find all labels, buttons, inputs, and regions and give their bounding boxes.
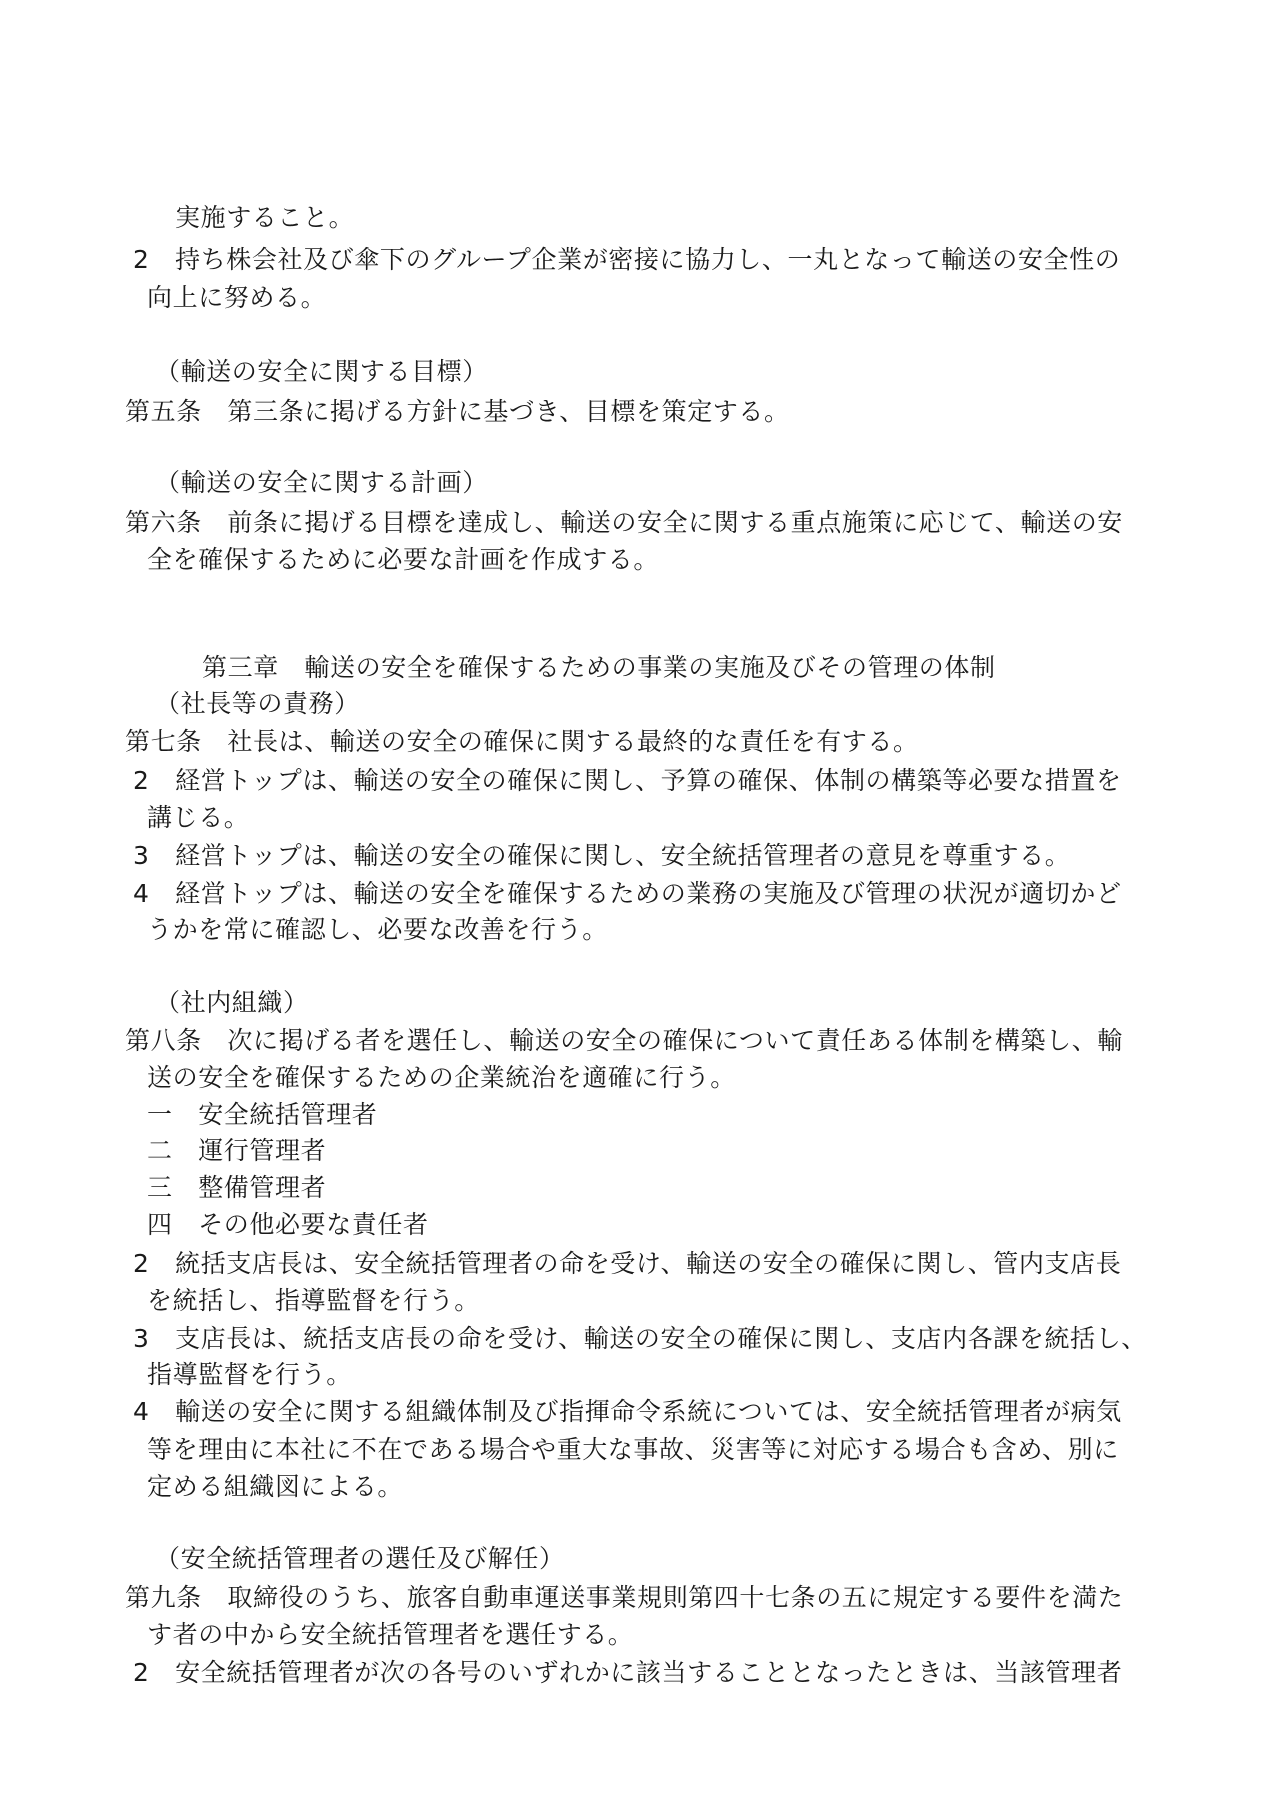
section-heading: （安全統括管理者の選任及び解任） <box>155 1544 565 1573</box>
text-line: 2 統括支店長は、安全統括管理者の命を受け、輸送の安全の確保に関し、管内支店長 <box>133 1249 1122 1278</box>
text-line: 3 支店長は、統括支店長の命を受け、輸送の安全の確保に関し、支店内各課を統括し、 <box>133 1324 1147 1353</box>
text-line: 2 持ち株会社及び傘下のグループ企業が密接に協力し、一丸となって輸送の安全性の <box>133 245 1121 274</box>
text-line: 第九条 取締役のうち、旅客自動車運送事業規則第四十七条の五に規定する要件を満た <box>125 1583 1124 1612</box>
text-line: 定める組織図による。 <box>147 1472 404 1501</box>
text-line: 2 安全統括管理者が次の各号のいずれかに該当することとなったときは、当該管理者 <box>133 1658 1123 1687</box>
section-heading: （輸送の安全に関する目標） <box>155 357 488 386</box>
section-heading: （社内組織） <box>155 988 309 1017</box>
text-line: 第六条 前条に掲げる目標を達成し、輸送の安全に関する重点施策に応じて、輸送の安 <box>125 508 1123 537</box>
list-item: 四 その他必要な責任者 <box>147 1210 429 1239</box>
text-line: 4 経営トップは、輸送の安全を確保するための業務の実施及び管理の状況が適切かど <box>133 879 1122 908</box>
text-line: 3 経営トップは、輸送の安全の確保に関し、安全統括管理者の意見を尊重する。 <box>133 841 1071 870</box>
text-line: 2 経営トップは、輸送の安全の確保に関し、予算の確保、体制の構築等必要な措置を <box>133 766 1122 795</box>
section-heading: （社長等の責務） <box>155 689 360 718</box>
text-line: を統括し、指導監督を行う。 <box>147 1286 480 1315</box>
text-line: 送の安全を確保するための企業統治を適確に行う。 <box>147 1063 736 1092</box>
text-line: うかを常に確認し、必要な改善を行う。 <box>147 915 608 944</box>
section-heading: （輸送の安全に関する計画） <box>155 468 488 497</box>
text-line: 講じる。 <box>147 803 250 832</box>
list-item: 一 安全統括管理者 <box>147 1100 378 1129</box>
list-item: 三 整備管理者 <box>147 1173 327 1202</box>
text-line: 第五条 第三条に掲げる方針に基づき、目標を策定する。 <box>125 397 790 426</box>
text-line: 4 輸送の安全に関する組織体制及び指揮命令系統については、安全統括管理者が病気 <box>133 1397 1122 1426</box>
text-line: 第七条 社長は、輸送の安全の確保に関する最終的な責任を有する。 <box>125 727 919 756</box>
text-line: 等を理由に本社に不在である場合や重大な事故、災害等に対応する場合も含め、別に <box>147 1435 1119 1464</box>
text-line: す者の中から安全統括管理者を選任する。 <box>147 1620 634 1649</box>
text-line: 向上に努める。 <box>147 283 327 312</box>
chapter-title: 第三章 輸送の安全を確保するための事業の実施及びその管理の体制 <box>202 653 996 682</box>
list-item: 二 運行管理者 <box>147 1136 327 1165</box>
text-line: 全を確保するために必要な計画を作成する。 <box>147 545 660 574</box>
text-line: 指導監督を行う。 <box>147 1360 352 1389</box>
text-line: 実施すること。 <box>175 203 355 232</box>
text-line: 第八条 次に掲げる者を選任し、輸送の安全の確保について責任ある体制を構築し、輸 <box>125 1026 1123 1055</box>
